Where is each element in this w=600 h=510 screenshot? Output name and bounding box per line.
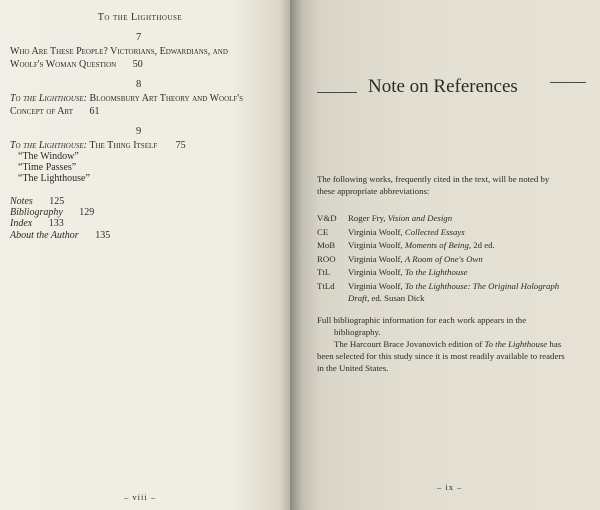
- subpart: “The Lighthouse”: [18, 173, 90, 184]
- page-folio: – viii –: [124, 492, 157, 502]
- abbreviation-title: A Room of One's Own: [404, 254, 483, 264]
- abbreviation-extra: ed. Susan Dick: [369, 293, 425, 303]
- abbreviation-title: To the Lighthouse: The Original Holograph: [404, 281, 560, 291]
- abbreviation-code: MoB: [317, 240, 336, 250]
- abbreviation-continuation: [348, 293, 424, 306]
- abbreviation-title: Draft,: [348, 293, 370, 303]
- back-matter-label: Index: [10, 218, 33, 229]
- back-matter-label: About the Author: [10, 230, 79, 241]
- title-rule-right: [550, 82, 586, 83]
- paragraph-line: been selected for this study since it is most readily available to readers: [317, 351, 565, 361]
- abbreviation-desc: [348, 227, 465, 237]
- abbreviation-title: To the Lighthouse: [404, 267, 468, 277]
- page-title: Note on References: [368, 76, 518, 97]
- paragraph-text: has: [547, 339, 562, 349]
- chapter-page: 61: [89, 106, 100, 117]
- chapter-title-line2: [10, 59, 143, 72]
- abbreviation-code: CE: [317, 227, 329, 237]
- back-matter-entry: [10, 230, 110, 241]
- abbreviation-title: Collected Essays: [404, 227, 465, 237]
- abbreviation-code: TtLd: [317, 281, 335, 291]
- chapter-page: 50: [132, 59, 143, 70]
- back-matter-page: 125: [49, 196, 65, 207]
- paragraph-line: Full bibliographic information for each work appears in the: [317, 315, 527, 325]
- page-folio: – ix –: [437, 482, 463, 492]
- abbreviation-author: Roger Fry,: [348, 213, 388, 223]
- title-rule-left: [317, 92, 357, 93]
- back-matter-page: 133: [48, 218, 64, 229]
- chapter-title-text: Woolf's Woman Question: [10, 59, 117, 70]
- chapter-title-text: Bloomsbury Art Theory and Woolf's: [87, 93, 243, 104]
- paragraph-title: To the Lighthouse: [484, 339, 548, 349]
- chapter-number: 7: [136, 32, 142, 43]
- paragraph-text: The Harcourt Brace Jovanovich edition of: [334, 339, 483, 349]
- chapter-page: 75: [175, 140, 186, 151]
- abbreviation-code: ROO: [317, 254, 336, 264]
- chapter-title: [10, 93, 243, 106]
- chapter-title-text: The Thing Itself: [87, 140, 158, 151]
- chapter-number: 8: [136, 79, 142, 90]
- chapter-title-italic: To the Lighthouse:: [10, 93, 88, 104]
- abbreviation-desc: [348, 213, 452, 223]
- abbreviation-author: Virginia Woolf,: [348, 267, 405, 277]
- paragraph-line: in the United States.: [317, 363, 389, 373]
- chapter-number: 9: [136, 126, 142, 137]
- running-head: To the Lighthouse: [97, 12, 183, 23]
- abbreviation-author: Virginia Woolf,: [348, 281, 405, 291]
- abbreviation-author: Virginia Woolf,: [348, 227, 405, 237]
- chapter-title-line2: [10, 106, 100, 119]
- chapter-title: Who Are These People? Victorians, Edwardians, and: [10, 46, 228, 57]
- left-page: [0, 0, 290, 510]
- back-matter-page: 135: [95, 230, 111, 241]
- abbreviation-title: Vision and Design: [387, 213, 453, 223]
- intro-line: these appropriate abbreviations:: [317, 186, 430, 196]
- subpart: “The Window”: [18, 151, 79, 162]
- back-matter-label: Notes: [10, 196, 33, 207]
- abbreviation-desc: [348, 254, 483, 264]
- abbreviation-author: Virginia Woolf,: [348, 240, 405, 250]
- abbreviation-extra: 2d ed.: [471, 240, 495, 250]
- back-matter-label: Bibliography: [10, 207, 63, 218]
- back-matter-entry: [10, 207, 94, 218]
- abbreviation-desc: [348, 267, 468, 277]
- chapter-title-text: Concept of Art: [10, 106, 74, 117]
- abbreviation-code: V&D: [317, 213, 337, 223]
- back-matter-entry: [10, 218, 64, 229]
- back-matter-entry: [10, 196, 64, 207]
- abbreviation-code: TtL: [317, 267, 331, 277]
- abbreviation-title: Moments of Being,: [404, 240, 472, 250]
- paragraph-line: bibliography.: [334, 327, 381, 337]
- paragraph-line: [334, 339, 561, 351]
- subpart: “Time Passes”: [18, 162, 77, 173]
- chapter-title-italic: To the Lighthouse:: [10, 140, 88, 151]
- abbreviation-author: Virginia Woolf,: [348, 254, 405, 264]
- back-matter-page: 129: [79, 207, 95, 218]
- abbreviation-desc: [348, 240, 495, 250]
- intro-line: The following works, frequently cited in the text, will be noted by: [317, 174, 550, 184]
- abbreviation-desc: [348, 281, 559, 291]
